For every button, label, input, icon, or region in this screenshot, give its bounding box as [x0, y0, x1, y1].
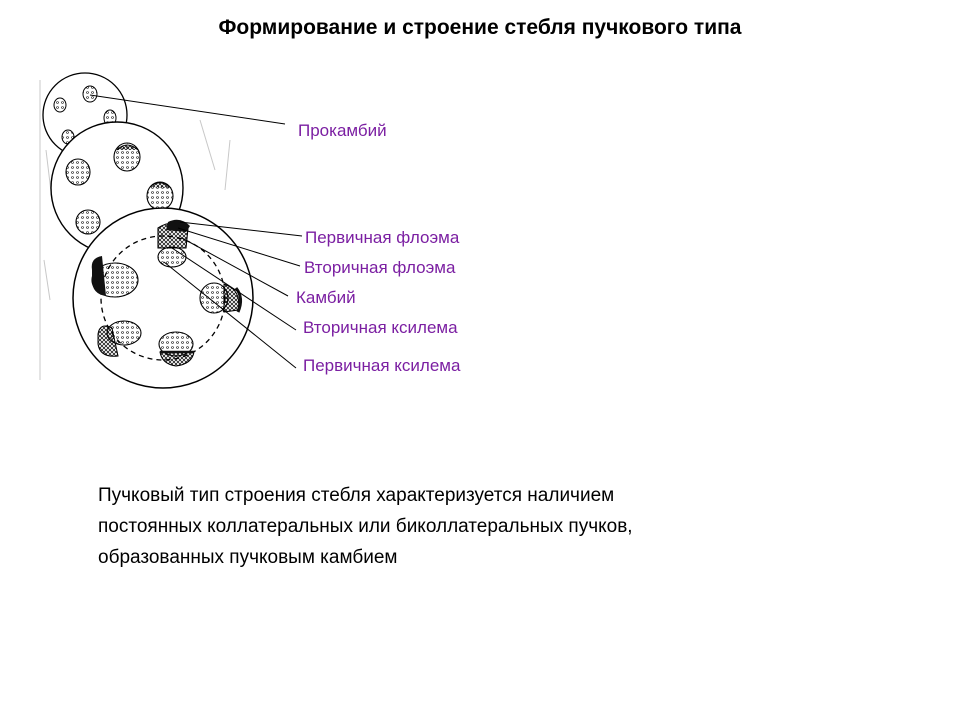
label-primary-phloem: Первичная флоэма: [305, 228, 460, 247]
description-line-2: постоянных коллатеральных или биколлатеральных пучков,: [98, 516, 633, 537]
vascular-bundle-bottom-right: [159, 332, 194, 366]
description-text: [98, 480, 818, 573]
description-line-1: Пучковый тип строения стебля характеризуется наличием: [98, 485, 615, 506]
page-title: Формирование и строение стебля пучкового типа: [218, 16, 742, 39]
description-line-3: образованных пучковым камбием: [98, 547, 398, 568]
stage-3-mature-section: [73, 208, 253, 388]
vascular-bundle-top: [158, 220, 190, 267]
label-secondary-xylem: Вторичная ксилема: [303, 318, 458, 337]
label-procambium: Прокамбий: [298, 121, 387, 140]
label-secondary-phloem: Вторичная флоэма: [304, 258, 456, 277]
label-cambium: Камбий: [296, 288, 356, 307]
label-primary-xylem: Первичная ксилема: [303, 356, 461, 375]
